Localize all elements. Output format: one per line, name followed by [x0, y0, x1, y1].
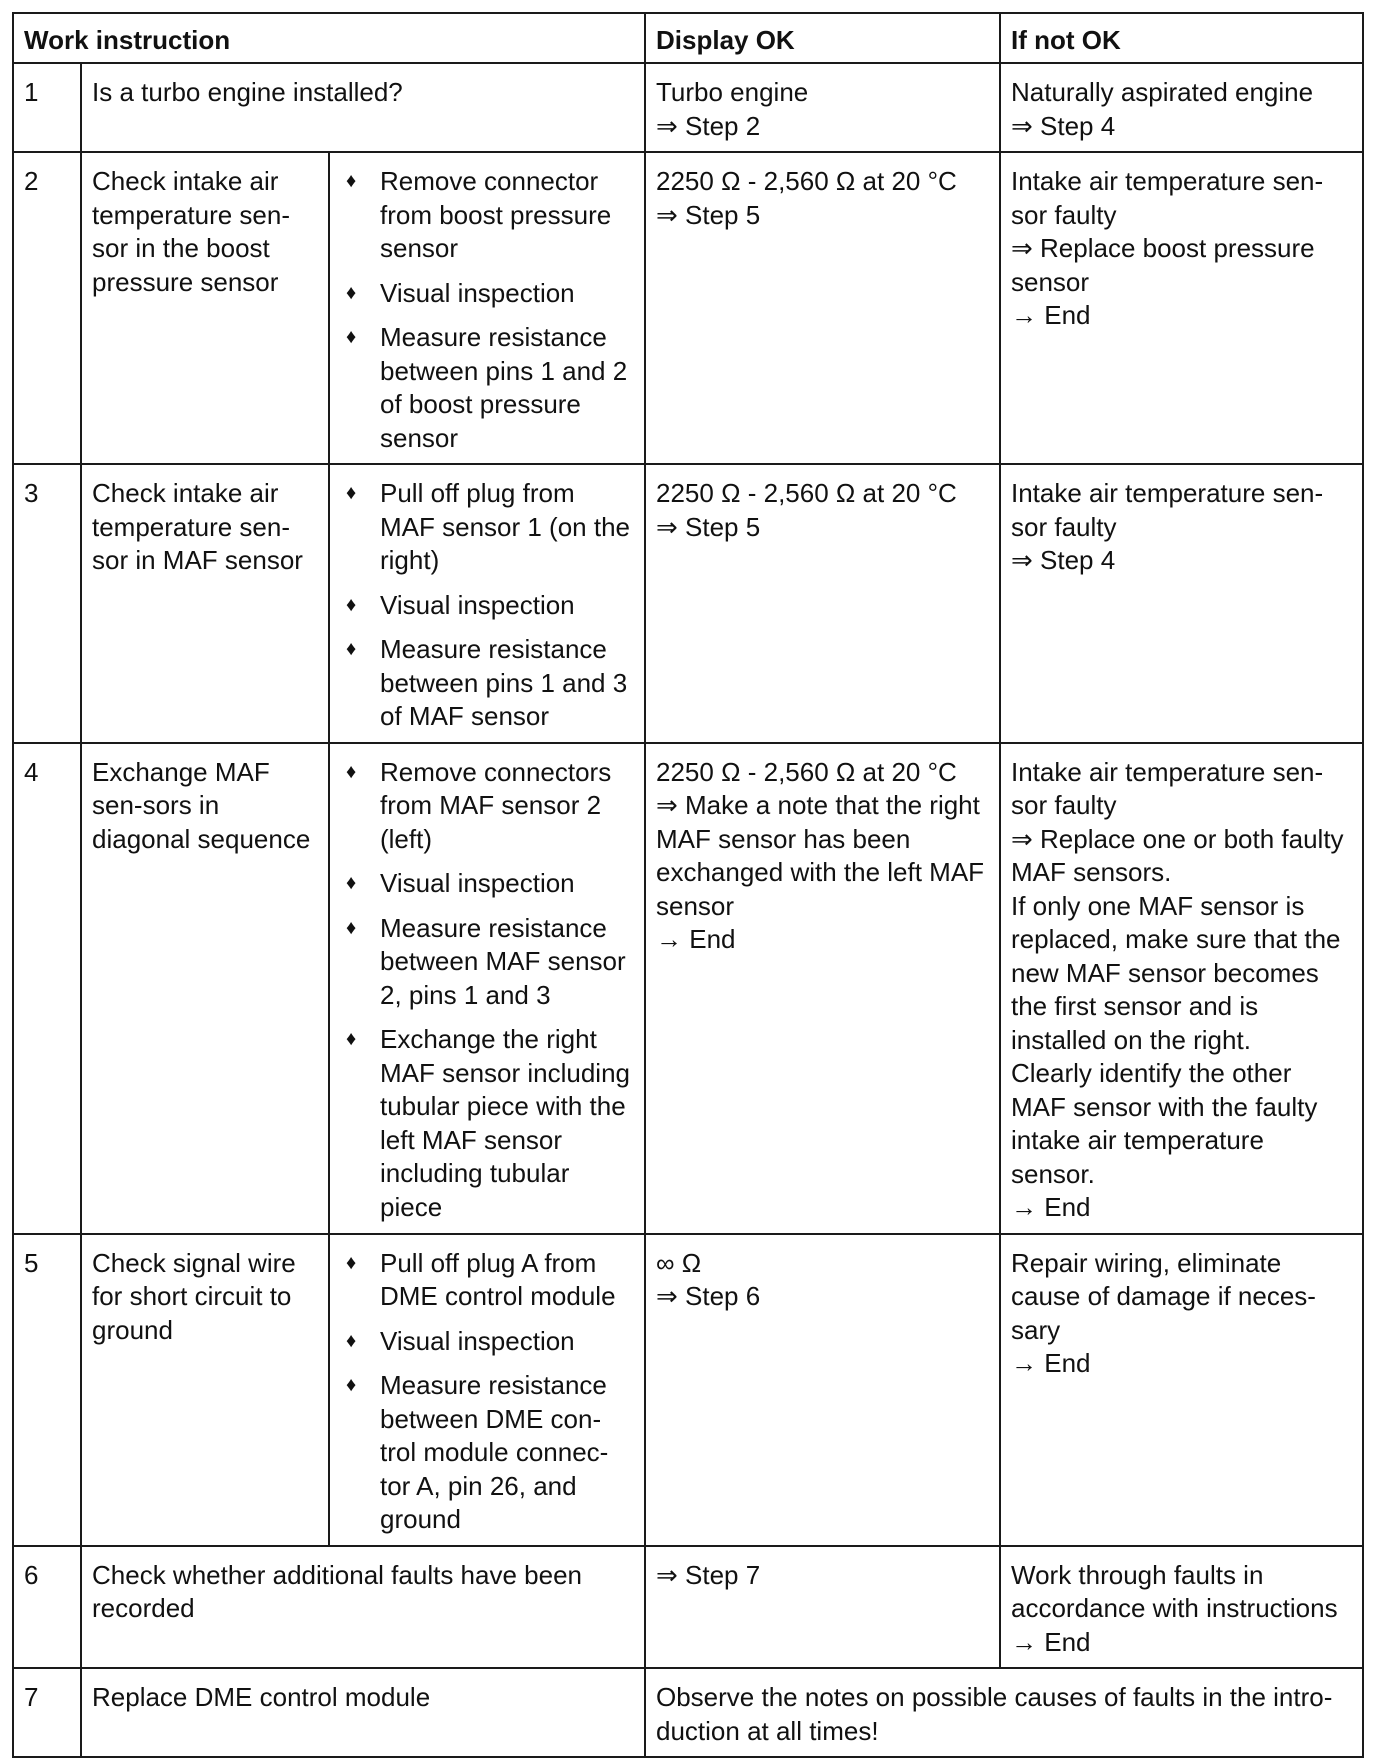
if-not-ok-cell — [1000, 1234, 1363, 1546]
display-ok-line: → End — [656, 924, 736, 954]
step-number: 4 — [13, 743, 81, 1234]
work-instruction-table — [12, 12, 1364, 1758]
list-item — [340, 277, 634, 311]
list-item — [340, 1247, 634, 1314]
if-not-ok-line: Work through faults in accordance with instructions — [1011, 1559, 1338, 1623]
if-not-ok-line: Intake air temperature sen-sor faulty — [1011, 756, 1324, 820]
if-not-ok-cell — [1000, 464, 1363, 743]
action-list — [340, 165, 634, 455]
action-list — [340, 477, 634, 734]
table-row — [13, 1234, 1363, 1546]
instruction-text: Check intake air temperature sen-sor in the boost pressure sensor — [81, 152, 329, 464]
diamond-bullet-icon: ♦ — [346, 1329, 357, 1352]
instruction-text: Replace DME control module — [81, 1668, 645, 1757]
action-text: Measure resistance between MAF sensor 2, pins 1 and 3 — [380, 912, 626, 1010]
list-item — [340, 756, 634, 857]
action-list-cell — [329, 464, 645, 743]
diamond-bullet-icon: ♦ — [346, 872, 357, 894]
instruction-text: Exchange MAF sen-sors in diagonal sequence — [81, 743, 329, 1234]
table-row — [13, 152, 1363, 464]
step-number: 2 — [13, 152, 81, 464]
display-ok-line: ⇒ Step 5 — [656, 511, 761, 542]
note-cell: Observe the notes on possible causes of faults in the intro-duction at all times! — [645, 1668, 1363, 1757]
if-not-ok-line: → End — [1011, 1626, 1091, 1657]
if-not-ok-line: ⇒ Step 4 — [1011, 545, 1116, 575]
display-ok-line: ⇒ Make a note that the right MAF sensor has been exchanged with the left MAF sensor — [656, 790, 985, 921]
header-row — [13, 13, 1363, 63]
if-not-ok-cell — [1000, 743, 1363, 1234]
list-item — [340, 633, 634, 734]
table-row — [13, 464, 1363, 743]
action-text: Measure resistance between pins 1 and 2 of boost pressure sensor — [380, 322, 628, 453]
action-text: Visual inspection — [380, 1325, 575, 1356]
display-ok-line: ⇒ Step 6 — [656, 1281, 761, 1311]
list-item — [340, 1023, 634, 1224]
diamond-bullet-icon: ♦ — [346, 593, 357, 616]
display-ok-line: ⇒ Step 5 — [656, 199, 761, 230]
display-ok-line: ∞ Ω — [656, 1247, 702, 1278]
display-ok-cell — [645, 152, 1000, 464]
diamond-bullet-icon: ♦ — [346, 281, 357, 304]
display-ok-cell — [645, 464, 1000, 743]
action-text: Remove connectors from MAF sensor 2 (left) — [380, 756, 612, 854]
if-not-ok-cell — [1000, 152, 1363, 464]
diamond-bullet-icon: ♦ — [346, 482, 357, 504]
diamond-bullet-icon: ♦ — [346, 760, 357, 783]
display-ok-cell — [645, 743, 1000, 1234]
action-text: Remove connector from boost pressure sensor — [380, 166, 612, 263]
diamond-bullet-icon: ♦ — [346, 326, 357, 348]
list-item — [340, 912, 634, 1013]
instruction-text: Check intake air temperature sen-sor in MAF sensor — [81, 464, 329, 743]
table-row — [13, 1546, 1363, 1669]
if-not-ok-line: Repair wiring, eliminate cause of damage if neces-sary — [1011, 1247, 1316, 1345]
if-not-ok-line: If only one MAF sensor is replaced, make sure that the new MAF sensor becomes the first sensor and is installed on the right. — [1011, 890, 1341, 1055]
diamond-bullet-icon: ♦ — [346, 1374, 357, 1396]
action-list — [340, 756, 634, 1225]
instruction-text: Check signal wire for short circuit to ground — [81, 1234, 329, 1546]
if-not-ok-line: ⇒ Step 4 — [1011, 110, 1116, 141]
display-ok-line: 2250 Ω - 2,560 Ω at 20 °C — [656, 478, 957, 508]
display-ok-line: 2250 Ω - 2,560 Ω at 20 °C — [656, 756, 957, 787]
table-row — [13, 63, 1363, 152]
if-not-ok-line: ⇒ Replace boost pressure sensor — [1011, 233, 1315, 297]
if-not-ok-cell — [1000, 63, 1363, 152]
diamond-bullet-icon: ♦ — [346, 916, 357, 939]
if-not-ok-line: Intake air temperature sen-sor faulty — [1011, 478, 1324, 542]
display-ok-line: ⇒ Step 7 — [656, 1559, 761, 1590]
action-text: Exchange the right MAF sensor including tubular piece with the left MAF sensor including tubular piece — [380, 1024, 630, 1222]
list-item — [340, 1369, 634, 1537]
list-item — [340, 867, 634, 901]
step-number: 5 — [13, 1234, 81, 1546]
action-text: Visual inspection — [380, 868, 575, 898]
if-not-ok-line: Naturally aspirated engine — [1011, 77, 1314, 107]
header-display-ok: Display OK — [645, 13, 1000, 63]
display-ok-cell — [645, 1546, 1000, 1669]
action-text: Pull off plug from MAF sensor 1 (on the right) — [380, 478, 630, 575]
display-ok-line: 2250 Ω - 2,560 Ω at 20 °C — [656, 166, 957, 196]
table-row — [13, 1668, 1363, 1757]
step-number: 6 — [13, 1546, 81, 1669]
step-number: 1 — [13, 63, 81, 152]
if-not-ok-line: Clearly identify the other MAF sensor with the faulty intake air temperature sensor. — [1011, 1058, 1318, 1189]
action-list-cell — [329, 152, 645, 464]
header-work-instruction: Work instruction — [13, 13, 645, 63]
action-text: Visual inspection — [380, 589, 575, 620]
list-item — [340, 321, 634, 455]
display-ok-line: ⇒ Step 2 — [656, 110, 761, 141]
header-if-not-ok: If not OK — [1000, 13, 1363, 63]
list-item — [340, 1325, 634, 1359]
diamond-bullet-icon: ♦ — [346, 1028, 357, 1050]
table-row — [13, 743, 1363, 1234]
work-instruction-table-wrapper — [12, 12, 1362, 1758]
action-list-cell — [329, 743, 645, 1234]
list-item — [340, 165, 634, 266]
if-not-ok-line: → End — [1011, 1348, 1091, 1378]
display-ok-line: Turbo engine — [656, 77, 809, 107]
display-ok-cell — [645, 63, 1000, 152]
step-number: 3 — [13, 464, 81, 743]
if-not-ok-line: ⇒ Replace one or both faulty MAF sensors. — [1011, 823, 1344, 887]
action-text: Measure resistance between pins 1 and 3 of MAF sensor — [380, 634, 628, 731]
list-item — [340, 477, 634, 578]
diamond-bullet-icon: ♦ — [346, 638, 357, 660]
step-number: 7 — [13, 1668, 81, 1757]
action-text: Pull off plug A from DME control module — [380, 1247, 616, 1311]
diamond-bullet-icon: ♦ — [346, 1251, 357, 1274]
action-list-cell — [329, 1234, 645, 1546]
action-text: Measure resistance between DME con-trol module connec-tor A, pin 26, and ground — [380, 1370, 609, 1534]
display-ok-cell — [645, 1234, 1000, 1546]
action-text: Visual inspection — [380, 277, 575, 308]
action-list — [340, 1247, 634, 1537]
if-not-ok-line: Intake air temperature sen-sor faulty — [1011, 166, 1324, 230]
instruction-text: Is a turbo engine installed? — [81, 63, 645, 152]
if-not-ok-line: → End — [1011, 300, 1091, 330]
diamond-bullet-icon: ♦ — [346, 170, 357, 192]
list-item — [340, 589, 634, 623]
instruction-text: Check whether additional faults have been recorded — [81, 1546, 645, 1669]
if-not-ok-line: → End — [1011, 1192, 1091, 1222]
if-not-ok-cell — [1000, 1546, 1363, 1669]
